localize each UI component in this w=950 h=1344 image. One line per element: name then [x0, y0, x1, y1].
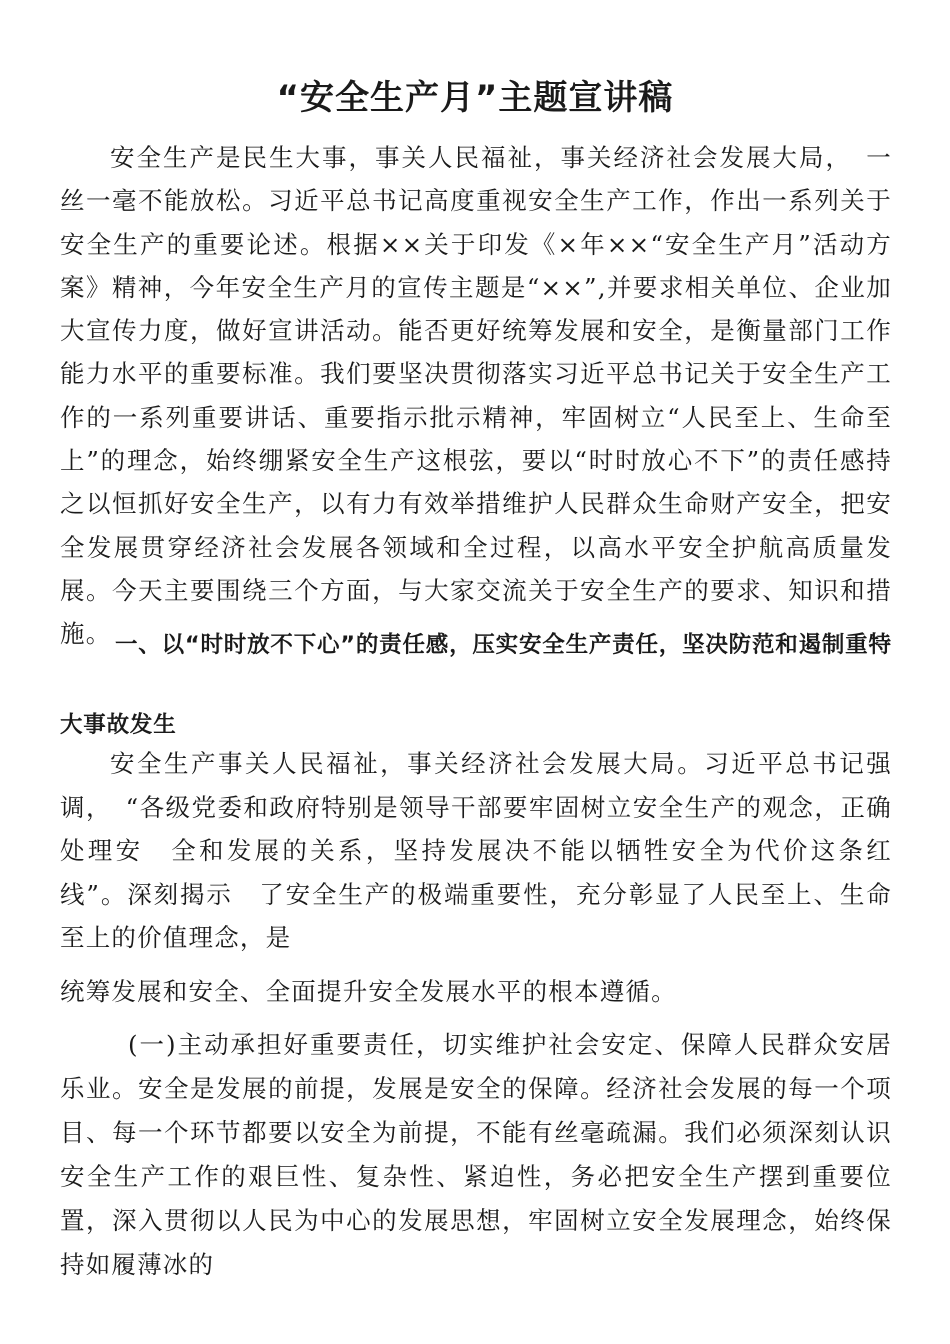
section-1-paragraph: 安全生产事关人民福祉，事关经济社会发展大局。习近平总书记强调， “各级党委和政府特别是领导干部要牢固树立安全生产的观念，正确处理安 全和发展的关系，坚持发展决不能以牺牲安全为代价这条红线”。深刻揭示 了安全生产的极端重要性，充分彰显了人民至上、生命至上的价值理念，是 [60, 749, 892, 952]
section-heading-1: 一、以“时时放不下心”的责任感，压实安全生产责任，坚决防范和遏制重特大事故发生 [60, 632, 892, 738]
document-title: “安全生产月”主题宣讲稿 [276, 78, 674, 118]
subsection-1-paragraph: (一)主动承担好重要责任，切实维护社会安定、保障人民群众安居乐业。安全是发展的前提，发展是安全的保障。经济社会发展的每一个项目、每一个环节都要以安全为前提，不能有丝毫疏漏。我们必须深刻认识安全生产工作的艰巨性、复杂性、紧迫性，务必把安全生产摆到重要位置，深入贯彻以人民为中心的发展思想，牢固树立安全发展理念，始终保持如履薄冰的 [60, 1030, 892, 1279]
section-1-paragraph-continued: 统筹发展和安全、全面提升安全发展水平的根本遵循。 [60, 977, 677, 1006]
intro-paragraph: 安全生产是民生大事，事关人民福祉，事关经济社会发展大局， 一丝一毫不能放松。习近平总书记高度重视安全生产工作，作出一系列关于安全生产的重要论述。根据××关于印发《×年××“安全生产月”活动方案》精神，今年安全生产月的宣传主题是“××”,并要求相关单位、企业加大宣传力度，做好宣讲活动。能否更好统筹发展和安全，是衡量部门工作能力水平的重要标准。我们要坚决贯彻落实习近平总书记关于安全生产工作的一系列重要讲话、重要指示批示精神，牢固树立“人民至上、生命至上”的理念，始终绷紧安全生产这根弦，要以“时时放心不下”的责任感持之以恒抓好安全生产，以有力有效举措维护人民群众生命财产安全，把安全发展贯穿经济社会发展各领域和全过程，以高水平安全护航高质量发展。今天主要围绕三个方面，与大家交流关于安全生产的要求、知识和措施。 [60, 143, 892, 649]
